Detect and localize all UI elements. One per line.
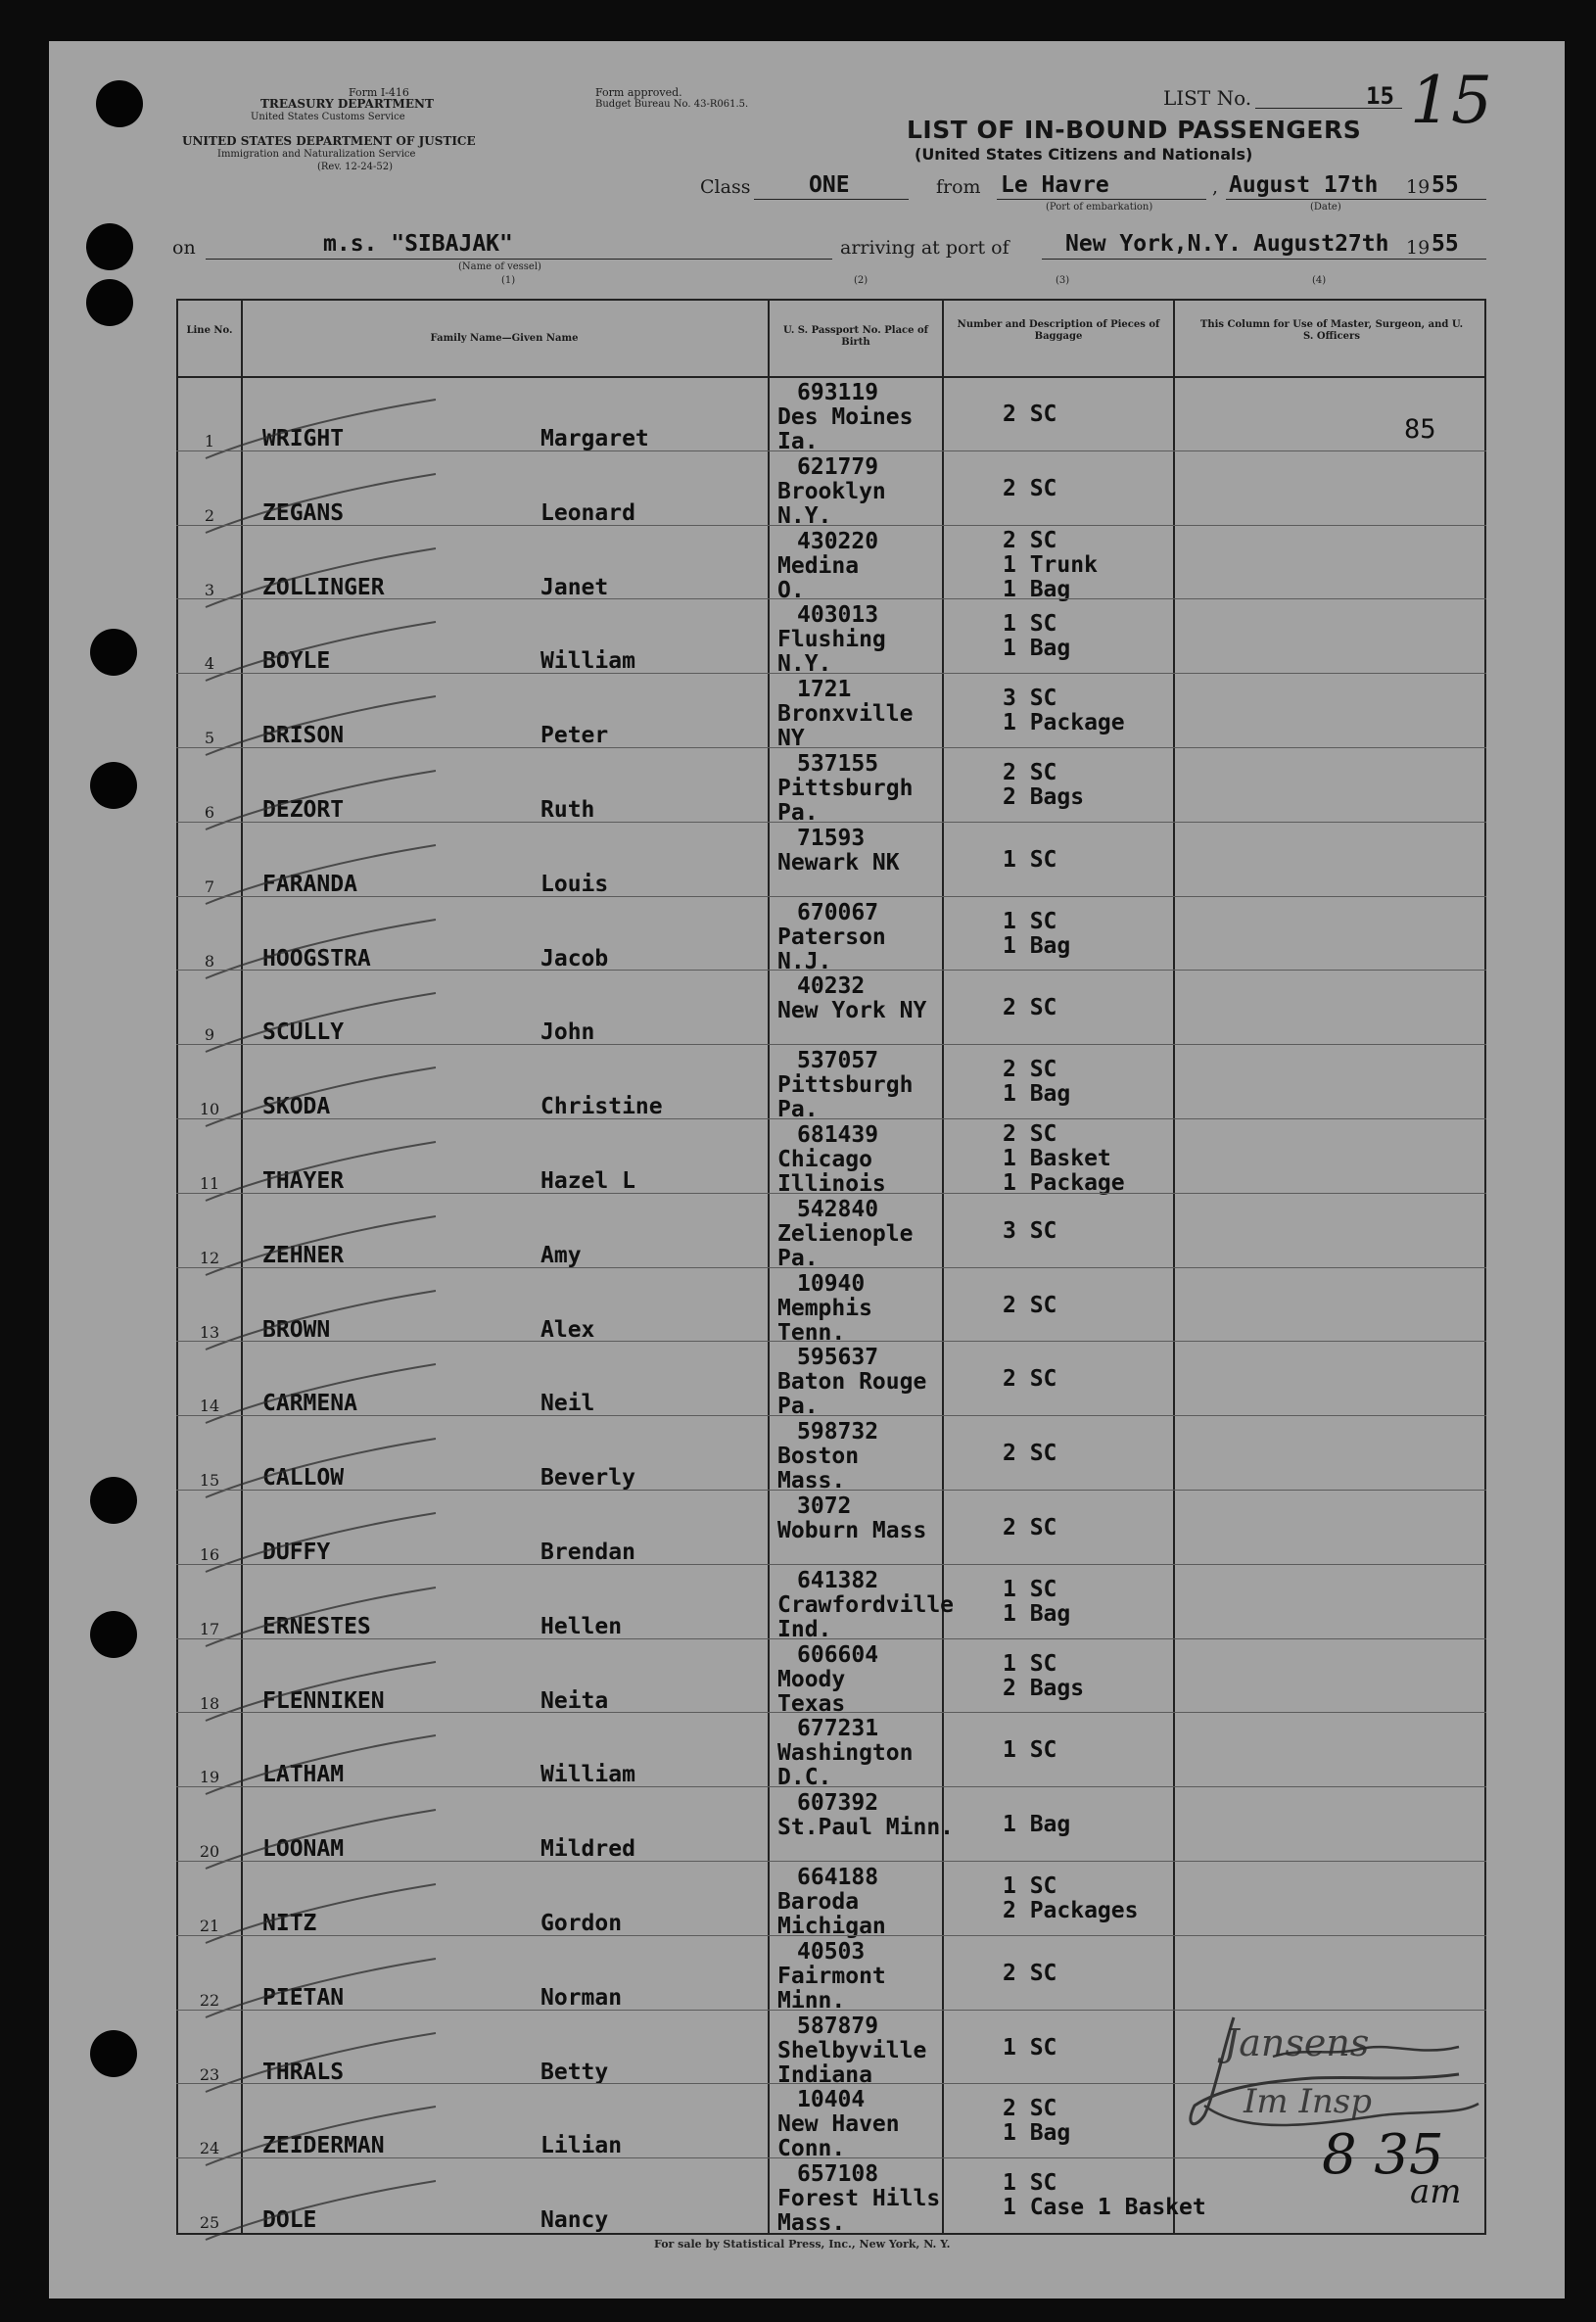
place-of-birth: Tenn. (777, 1319, 846, 1346)
line-number: 8 (204, 951, 215, 971)
family-name: FARANDA (262, 871, 357, 897)
baggage-item: 2 Bags (1003, 1675, 1085, 1701)
family-name: FLENNIKEN (262, 1687, 385, 1714)
col-number-3: (3) (1056, 275, 1070, 286)
line-number: 2 (204, 505, 215, 525)
passport-number: 693119 (797, 380, 879, 405)
baggage-item: 2 SC (1003, 1292, 1057, 1318)
passport-number: 587879 (797, 2013, 879, 2039)
family-name: SCULLY (262, 1019, 345, 1046)
place-of-birth: Zelienople (777, 1220, 914, 1247)
family-name: CARMENA (262, 1391, 357, 1417)
line-number: 24 (199, 2139, 220, 2158)
check-mark (201, 1362, 455, 1431)
family-name: BROWN (262, 1316, 331, 1343)
baggage-item: 2 SC (1003, 1366, 1057, 1393)
given-name: Janet (540, 574, 609, 600)
given-name: William (540, 1762, 635, 1788)
signature-title: Im Insp (1244, 2082, 1373, 2121)
line-number: 10 (199, 1100, 220, 1119)
place-of-birth: Texas (777, 1690, 846, 1717)
given-name: Alex (540, 1316, 595, 1343)
row-rule (176, 525, 1486, 526)
place-of-birth: Washington (777, 1740, 914, 1767)
line-number: 4 (204, 654, 215, 674)
check-mark (201, 769, 455, 837)
signature-text: Jansens (1224, 2021, 1370, 2064)
list-no-label: LIST No. (1163, 86, 1252, 110)
line-number: 22 (199, 1990, 220, 2010)
baggage-item: 2 SC (1003, 1515, 1057, 1540)
given-name: Lilian (540, 2133, 623, 2159)
passport-number: 430220 (797, 528, 879, 554)
passport-number: 40503 (797, 1938, 866, 1965)
place-of-birth: Ia. (777, 429, 819, 454)
baggage-item: 2 SC (1003, 1121, 1057, 1147)
place-of-birth: Bronxville (777, 701, 914, 728)
row-rule (176, 673, 1486, 674)
binder-hole (90, 1477, 137, 1524)
given-name: Norman (540, 1984, 623, 2011)
binder-hole (86, 223, 133, 270)
check-mark (201, 1140, 455, 1208)
document-subtitle: (United States Citizens and Nationals) (915, 145, 1253, 164)
check-mark (201, 694, 455, 763)
row-rule (176, 1267, 1486, 1268)
check-mark (201, 991, 455, 1060)
baggage-item: 1 SC (1003, 1737, 1057, 1764)
passport-number: 537155 (797, 751, 879, 777)
time-ampm: am (1410, 2172, 1462, 2211)
place-of-birth: Pittsburgh (777, 776, 914, 801)
family-name: ZEIDERMAN (262, 2133, 385, 2159)
baggage-item: 1 SC (1003, 2034, 1057, 2061)
col-rule-left (176, 299, 178, 2233)
baggage-item: 1 Package (1003, 1170, 1125, 1196)
service-name: United States Customs Service (251, 112, 405, 122)
place-of-birth: Boston (777, 1444, 860, 1470)
form-number: Form I-416 (349, 86, 409, 99)
given-name: Peter (540, 723, 609, 749)
family-name: CALLOW (262, 1465, 345, 1492)
place-of-birth: New York NY (777, 998, 927, 1024)
binder-hole (90, 2030, 137, 2077)
family-name: WRIGHT (262, 426, 345, 451)
passport-number: 607392 (797, 1790, 879, 1817)
printer-footer: For sale by Statistical Press, Inc., New York, N. Y. (654, 2238, 951, 2251)
binder-hole (90, 1611, 137, 1658)
arrival-port: New York,N.Y. (1065, 231, 1243, 257)
line-number: 20 (199, 1842, 220, 1862)
place-of-birth: D.C. (777, 1765, 832, 1791)
place-of-birth: Mass. (777, 1468, 846, 1494)
check-mark (201, 1437, 455, 1505)
arrival-year: 55 (1432, 231, 1459, 257)
baggage-item: 2 SC (1003, 402, 1057, 427)
place-of-birth: Fairmont (777, 1963, 886, 1989)
place-of-birth: Minn. (777, 1987, 846, 2014)
place-of-birth: Woburn Mass (777, 1518, 927, 1543)
place-of-birth: Newark NK (777, 849, 900, 876)
passport-number: 542840 (797, 1196, 879, 1222)
place-of-birth: N.Y. (777, 651, 832, 678)
baggage-item: 2 SC (1003, 760, 1057, 785)
place-of-birth: Moody (777, 1666, 846, 1692)
arrival-date: August27th (1253, 231, 1389, 257)
table-top-rule (176, 299, 1486, 301)
baggage-item: 1 Bag (1003, 1812, 1071, 1838)
place-of-birth: St.Paul Minn. (777, 1815, 955, 1841)
list-no-handwritten: 15 (1410, 63, 1492, 138)
family-name: ZOLLINGER (262, 574, 385, 600)
line-number: 23 (199, 2064, 220, 2084)
place-of-birth: Brooklyn (777, 478, 886, 504)
check-mark (201, 2031, 455, 2100)
place-of-birth: Michigan (777, 1914, 886, 1939)
place-of-birth: Flushing (777, 627, 886, 653)
check-mark (201, 1289, 455, 1357)
row-rule (176, 1712, 1486, 1713)
row-rule (176, 1490, 1486, 1491)
given-name: Neita (540, 1687, 609, 1714)
passport-number: 10404 (797, 2087, 866, 2113)
baggage-item: 2 SC (1003, 1960, 1057, 1986)
given-name: Louis (540, 871, 609, 897)
family-name: ZEGANS (262, 499, 345, 526)
baggage-item: 1 Package (1003, 710, 1125, 736)
line-number: 6 (204, 803, 215, 822)
port-underline (997, 199, 1206, 200)
embark-port-caption: (Port of embarkation) (1046, 202, 1153, 213)
given-name: Beverly (540, 1465, 635, 1492)
row-rule (176, 1193, 1486, 1194)
passport-number: 3072 (797, 1493, 852, 1519)
check-mark (201, 1586, 455, 1654)
passport-number: 71593 (797, 825, 866, 851)
baggage-item: 2 SC (1003, 527, 1057, 553)
given-name: Mildred (540, 1836, 635, 1863)
given-name: Hellen (540, 1613, 623, 1639)
document-title: LIST OF IN-BOUND PASSENGERS (907, 116, 1362, 144)
baggage-item: 1 Bag (1003, 2120, 1071, 2147)
given-name: Margaret (540, 426, 649, 451)
doj-name: UNITED STATES DEPARTMENT OF JUSTICE (182, 134, 476, 148)
family-name: BRISON (262, 723, 345, 749)
passport-number: 677231 (797, 1716, 879, 1742)
row-rule (176, 896, 1486, 897)
baggage-item: 1 SC (1003, 1576, 1057, 1602)
check-mark (201, 1957, 455, 2025)
col-rule-passport (942, 299, 944, 2233)
given-name: Brendan (540, 1540, 635, 1565)
place-of-birth: Paterson (777, 924, 886, 950)
line-number: 14 (199, 1397, 220, 1416)
dept-name: TREASURY DEPARTMENT (260, 97, 434, 111)
place-of-birth: Pa. (777, 800, 819, 826)
given-name: Betty (540, 2059, 609, 2085)
vessel-caption: (Name of vessel) (458, 261, 541, 272)
baggage-item: 2 SC (1003, 1441, 1057, 1467)
baggage-item: 1 Case 1 Basket (1003, 2195, 1206, 2221)
line-number: 13 (199, 1322, 220, 1342)
embark-port: Le Havre (1001, 172, 1109, 198)
check-mark (201, 1066, 455, 1134)
baggage-item: 2 SC (1003, 2096, 1057, 2122)
baggage-item: 1 SC (1003, 2170, 1057, 2197)
row-rule (176, 822, 1486, 823)
passport-number: 670067 (797, 899, 879, 925)
header-line-no: Line No. (186, 325, 233, 336)
form-approved: Form approved. (595, 86, 682, 99)
arrival-year-prefix: 19 (1406, 237, 1431, 259)
baggage-item: 2 Packages (1003, 1898, 1139, 1923)
place-of-birth: New Haven (777, 2111, 900, 2138)
family-name: THAYER (262, 1168, 345, 1194)
rev-date: (Rev. 12-24-52) (317, 162, 394, 172)
check-mark (201, 398, 455, 466)
baggage-item: 2 Bags (1003, 784, 1085, 810)
arrival-underline (1042, 259, 1486, 260)
check-mark (201, 1882, 455, 1951)
baggage-item: 1 Trunk (1003, 551, 1098, 578)
family-name: DUFFY (262, 1540, 331, 1565)
place-of-birth: Forest Hills (777, 2186, 941, 2212)
baggage-item: 1 SC (1003, 908, 1057, 934)
check-mark (201, 1808, 455, 1876)
check-mark (201, 1214, 455, 1283)
embark-date: August 17th (1229, 172, 1379, 198)
baggage-item: 2 SC (1003, 1057, 1057, 1083)
line-number: 17 (199, 1619, 220, 1638)
row-rule (176, 1118, 1486, 1119)
class-underline (754, 199, 909, 200)
check-mark (201, 546, 455, 615)
row-rule (176, 1415, 1486, 1416)
line-number: 16 (199, 1545, 220, 1564)
given-name: Jacob (540, 945, 609, 971)
baggage-item: 2 SC (1003, 995, 1057, 1021)
header-officers: This Column for Use of Master, Surgeon, and U. S. Officers (1199, 319, 1464, 342)
given-name: Leonard (540, 499, 635, 526)
col-number-1: (1) (501, 275, 516, 286)
family-name: DEZORT (262, 797, 345, 823)
passport-number: 621779 (797, 453, 879, 480)
place-of-birth: Pa. (777, 1097, 819, 1123)
ins-name: Immigration and Naturalization Service (217, 149, 416, 160)
budget-bureau: Budget Bureau No. 43-R061.5. (595, 99, 749, 110)
header-baggage: Number and Description of Pieces of Baggage (957, 319, 1160, 342)
row-rule (176, 1638, 1486, 1639)
check-mark (201, 1511, 455, 1580)
place-of-birth: NY (777, 726, 805, 752)
row-rule (176, 450, 1486, 451)
passport-number: 40232 (797, 973, 866, 1000)
given-name: Ruth (540, 797, 595, 823)
arriving-label: arriving at port of (840, 237, 1009, 259)
given-name: Amy (540, 1242, 582, 1268)
place-of-birth: Memphis (777, 1295, 872, 1321)
passport-number: 681439 (797, 1122, 879, 1148)
vessel-name: m.s. "SIBAJAK" (323, 231, 513, 257)
passport-number: 598732 (797, 1419, 879, 1445)
passport-number: 1721 (797, 677, 852, 703)
row-rule (176, 970, 1486, 971)
line-number: 1 (204, 432, 215, 450)
place-of-birth: Baton Rouge (777, 1369, 927, 1396)
place-of-birth: Medina (777, 552, 860, 579)
place-of-birth: Illinois (777, 1171, 886, 1197)
place-of-birth: Indiana (777, 2061, 872, 2088)
baggage-item: 1 Bag (1003, 636, 1071, 662)
passport-number: 537057 (797, 1048, 879, 1074)
passport-number: 10940 (797, 1270, 866, 1297)
family-name: NITZ (262, 1911, 317, 1936)
place-of-birth: Pa. (777, 1245, 819, 1271)
passport-number: 664188 (797, 1865, 879, 1890)
family-name: ZEHNER (262, 1242, 345, 1268)
line-number: 15 (199, 1471, 220, 1491)
family-name: BOYLE (262, 648, 331, 675)
family-name: PIETAN (262, 1984, 345, 2011)
check-mark (201, 472, 455, 541)
header-passport: U. S. Passport No. Place of Birth (783, 325, 928, 348)
passport-number: 595637 (797, 1345, 879, 1371)
baggage-item: 1 Bag (1003, 932, 1071, 959)
baggage-item: 1 Basket (1003, 1146, 1111, 1171)
family-name: ERNESTES (262, 1613, 371, 1639)
row-rule (176, 1935, 1486, 1936)
class-value: ONE (809, 172, 850, 198)
given-name: Christine (540, 1094, 663, 1120)
check-mark (201, 1733, 455, 1802)
baggage-item: 1 Bag (1003, 576, 1071, 602)
line-number: 11 (199, 1174, 220, 1193)
place-of-birth: Crawfordville (777, 1591, 955, 1618)
line-number: 9 (204, 1025, 215, 1045)
check-mark (201, 2105, 455, 2173)
baggage-item: 1 SC (1003, 1873, 1057, 1899)
check-mark (201, 843, 455, 912)
given-name: John (540, 1019, 595, 1046)
header-bottom-rule (176, 376, 1486, 378)
family-name: DOLE (262, 2207, 317, 2234)
from-label: from (936, 176, 981, 198)
passport-number: 606604 (797, 1641, 879, 1668)
row-rule (176, 2157, 1486, 2158)
line-number: 25 (199, 2213, 220, 2233)
binder-hole (96, 80, 143, 127)
list-no-typed: 15 (1366, 82, 1394, 110)
place-of-birth: Pa. (777, 1394, 819, 1420)
vessel-underline (206, 259, 832, 260)
family-name: LATHAM (262, 1762, 345, 1788)
binder-hole (90, 762, 137, 809)
family-name: SKODA (262, 1094, 331, 1120)
place-of-birth: Pittsburgh (777, 1072, 914, 1099)
baggage-item: 1 SC (1003, 846, 1057, 873)
row-rule (176, 1564, 1486, 1565)
baggage-item: 3 SC (1003, 1217, 1057, 1244)
col-rule-right (1484, 299, 1486, 2233)
place-of-birth: Mass. (777, 2210, 846, 2237)
family-name: THRALS (262, 2059, 345, 2085)
time-stamp: 8 35 (1322, 2123, 1444, 2187)
family-name: LOONAM (262, 1836, 345, 1863)
check-mark (201, 1660, 455, 1729)
line-number: 12 (199, 1248, 220, 1267)
place-of-birth: N.J. (777, 948, 832, 974)
given-name: Nancy (540, 2207, 609, 2234)
line-number: 19 (199, 1768, 220, 1787)
date-caption: (Date) (1310, 202, 1341, 213)
col-rule-name (768, 299, 770, 2233)
place-of-birth: O. (777, 577, 805, 603)
row-rule (176, 1044, 1486, 1045)
binder-hole (86, 279, 133, 326)
comma: , (1212, 176, 1219, 198)
place-of-birth: Des Moines (777, 404, 914, 430)
header-name: Family Name—Given Name (430, 333, 579, 344)
check-mark (201, 2179, 455, 2248)
baggage-item: 1 SC (1003, 611, 1057, 638)
embark-year: 55 (1432, 172, 1459, 198)
baggage-item: 1 SC (1003, 1650, 1057, 1677)
col-number-2: (2) (854, 275, 868, 286)
passport-number: 657108 (797, 2161, 879, 2188)
date-underline (1226, 199, 1486, 200)
embark-year-prefix: 19 (1406, 176, 1431, 198)
officer-note: 85 (1404, 414, 1436, 445)
passport-number: 403013 (797, 602, 879, 629)
check-mark (201, 918, 455, 986)
col-rule-baggage (1173, 299, 1175, 2233)
baggage-item: 2 SC (1003, 475, 1057, 501)
row-rule (176, 598, 1486, 599)
baggage-item: 3 SC (1003, 686, 1057, 712)
place-of-birth: Conn. (777, 2136, 846, 2162)
place-of-birth: Ind. (777, 1616, 832, 1642)
given-name: Gordon (540, 1911, 623, 1936)
line-number: 3 (204, 580, 215, 599)
row-rule (176, 1786, 1486, 1787)
place-of-birth: N.Y. (777, 502, 832, 529)
class-label: Class (700, 176, 751, 198)
family-name: HOOGSTRA (262, 945, 371, 971)
row-rule (176, 1341, 1486, 1342)
on-label: on (172, 237, 196, 259)
binder-hole (90, 629, 137, 676)
line-number: 18 (199, 1693, 220, 1713)
row-rule (176, 747, 1486, 748)
given-name: Hazel L (540, 1168, 635, 1194)
given-name: William (540, 648, 635, 675)
place-of-birth: Chicago (777, 1147, 872, 1172)
row-rule (176, 1861, 1486, 1862)
line-number: 5 (204, 729, 215, 748)
given-name: Neil (540, 1391, 595, 1417)
place-of-birth: Baroda (777, 1889, 860, 1915)
place-of-birth: Shelbyville (777, 2037, 927, 2063)
baggage-item: 1 Bag (1003, 1600, 1071, 1627)
baggage-item: 1 Bag (1003, 1081, 1071, 1108)
check-mark (201, 620, 455, 688)
col-number-4: (4) (1312, 275, 1327, 286)
passport-number: 641382 (797, 1567, 879, 1593)
line-number: 7 (204, 877, 215, 896)
line-number: 21 (199, 1917, 220, 1935)
